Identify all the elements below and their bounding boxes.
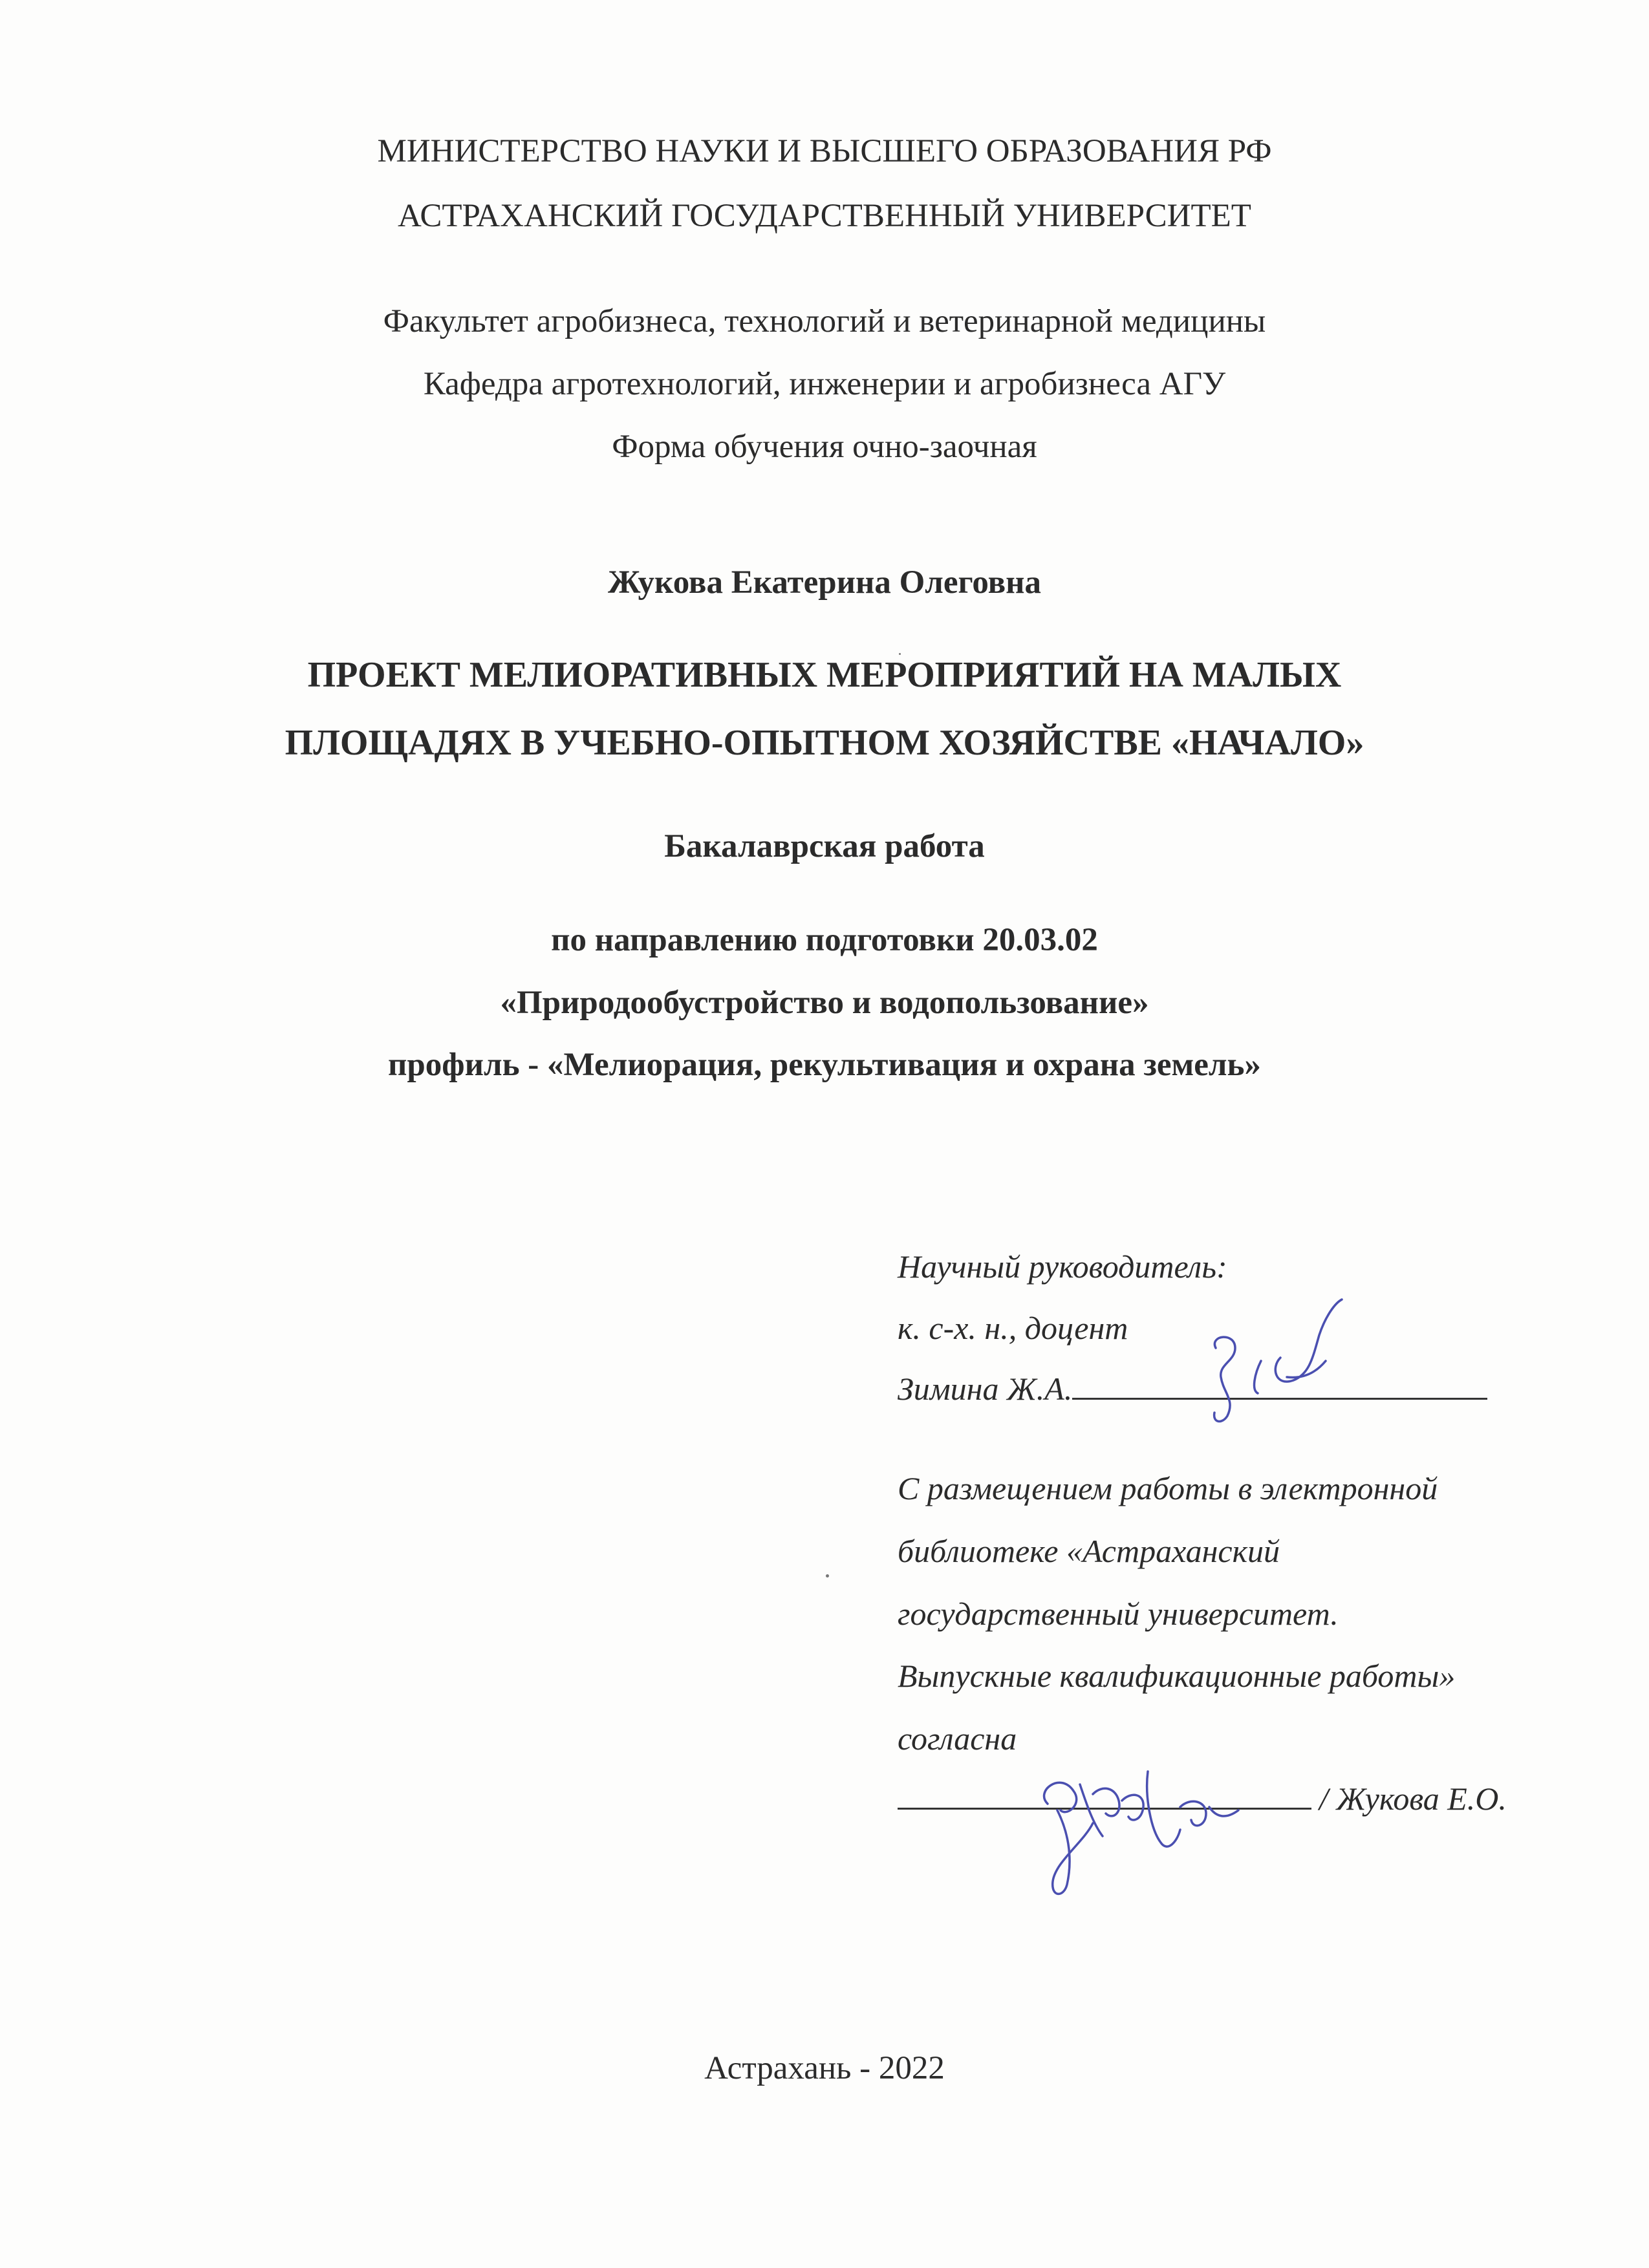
consent-signer: / Жукова Е.О. xyxy=(1319,1781,1507,1817)
consent-line-4: Выпускные квалификационные работы» xyxy=(898,1658,1456,1694)
consent-line-3: государственный университет. xyxy=(898,1596,1339,1632)
author-name: Жукова Екатерина Олеговна xyxy=(607,564,1042,601)
profile-line: профиль - «Мелиорация, рекультивация и охрана земель» xyxy=(388,1047,1261,1083)
thesis-title-line-2: ПЛОЩАДЯХ В УЧЕБНО-ОПЫТНОМ ХОЗЯЙСТВЕ «НАЧАЛО» xyxy=(285,723,1364,763)
consent-line-2: библиотеке «Астраханский xyxy=(898,1533,1280,1569)
student-signature xyxy=(1022,1746,1255,1914)
faculty-line: Факультет агробизнеса, технологий и ветеринарной медицины xyxy=(383,303,1266,339)
scan-speck xyxy=(899,653,901,655)
supervisor-signature xyxy=(1190,1296,1358,1432)
direction-line-1: по направлению подготовки 20.03.02 xyxy=(551,922,1098,958)
consent-line-1: С размещением работы в электронной xyxy=(898,1470,1438,1506)
thesis-title-line-1: ПРОЕКТ МЕЛИОРАТИВНЫХ МЕРОПРИЯТИЙ НА МАЛЫХ xyxy=(307,655,1342,695)
supervisor-name: Зимина Ж.А. xyxy=(898,1371,1073,1407)
city-year: Астрахань - 2022 xyxy=(704,2050,945,2086)
work-type: Бакалаврская работа xyxy=(664,828,985,864)
study-form-line: Форма обучения очно-заочная xyxy=(612,429,1037,465)
direction-line-2: «Природообустройство и водопользование» xyxy=(500,985,1149,1021)
ministry-heading: МИНИСТЕРСТВО НАУКИ И ВЫСШЕГО ОБРАЗОВАНИЯ РФ xyxy=(377,133,1272,169)
university-heading: АСТРАХАНСКИЙ ГОСУДАРСТВЕННЫЙ УНИВЕРСИТЕТ xyxy=(398,198,1251,234)
consent-line-5: согласна xyxy=(898,1720,1017,1757)
supervisor-degree: к. с-х. н., доцент xyxy=(898,1310,1128,1346)
supervisor-label: Научный руководитель: xyxy=(898,1248,1227,1285)
scan-speck xyxy=(826,1574,829,1578)
department-line: Кафедра агротехнологий, инженерии и агробизнеса АГУ xyxy=(423,366,1226,402)
